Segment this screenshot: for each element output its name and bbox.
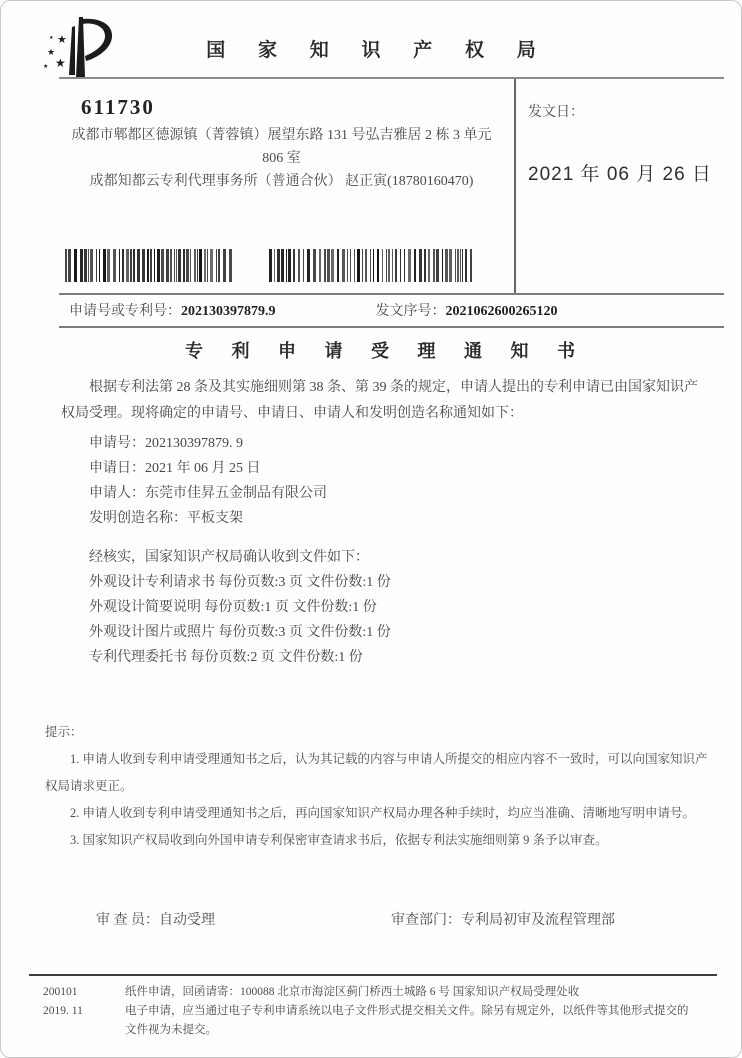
examiner: [96, 909, 215, 929]
document-item: 专利代理委托书 每份页数:2 页 文件份数:1 份: [89, 650, 363, 665]
address-line-1: 成都市郫都区德源镇（菁蓉镇）展望东路 131 号弘吉雅居 2 栋 3 单元: [71, 128, 492, 143]
examiner-label: 审 查 员：: [96, 913, 159, 928]
footer-form-code: 200101: [43, 986, 78, 998]
footer-electronic-instructions: 电子申请，应当通过电子专利申请系统以电子文件形式提交相关文件。除另有规定外，以纸件等其他形式提交的文件视为未提交。: [125, 1005, 689, 1036]
reference-number-row: [59, 293, 724, 328]
postal-code: 611730: [81, 95, 155, 119]
svg-text:★: ★: [57, 33, 67, 46]
barcode-right: [269, 249, 477, 282]
tip-item-3: 3. 国家知识产权局收到向外国申请专利保密审查请求书后，依据专利法实施细则第 9 条予以审查。: [70, 833, 608, 847]
tip-item-1: 1. 申请人收到专利申请受理通知书之后，认为其记载的内容与申请人所提交的相应内容不一致时，可以向国家知识产权局请求更正。: [45, 752, 708, 793]
svg-text:★: ★: [55, 56, 66, 70]
application-number-label: 申请号或专利号：: [69, 303, 181, 319]
serial-number-label: 发文序号：: [375, 303, 446, 319]
received-documents-head: 经核实，国家知识产权局确认收到文件如下：: [89, 550, 369, 565]
application-number-value: 202130397879.9: [181, 303, 276, 319]
department-label: 审查部门：: [391, 913, 461, 928]
dispatch-date-label: 发文日：: [528, 105, 584, 120]
dispatch-date-box: [514, 79, 724, 293]
field-application-no: 申请号：202130397879. 9: [89, 436, 243, 451]
field-invention-title: 发明创造名称：平板支架: [89, 511, 243, 526]
svg-text:★: ★: [49, 35, 54, 41]
notice-body: [61, 333, 699, 670]
serial-number-value: 2021062600265120: [445, 303, 558, 319]
barcode-row: [65, 249, 477, 282]
notice-intro: 根据专利法第 28 条及其实施细则第 38 条、第 39 条的规定，申请人提出的专利申请已由国家知识产权局受理。现将确定的申请号、申请日、申请人和发明创造名称通知如下：: [61, 380, 698, 421]
examiner-value: 自动受理: [159, 913, 215, 928]
recipient-address: [59, 124, 504, 193]
footer-row-electronic: [29, 1002, 717, 1040]
tip-item-2: 2. 申请人收到专利申请受理通知书之后，再向国家知识产权局办理各种手续时，均应当准确、清晰地写明申请号。: [70, 806, 696, 820]
document-item: 外观设计简要说明 每份页数:1 页 文件份数:1 份: [89, 600, 377, 615]
document-item: 外观设计图片或照片 每份页数:3 页 文件份数:1 份: [89, 625, 391, 640]
notice-title: 专 利 申 请 受 理 通 知 书: [185, 341, 587, 361]
document-item: 外观设计专利请求书 每份页数:3 页 文件份数:1 份: [89, 575, 391, 590]
tips-section: [45, 719, 709, 854]
field-application-date: 申请日：2021 年 06 月 25 日: [89, 461, 261, 476]
agency-line: 成都知都云专利代理事务所（普通合伙） 赵正寅(18780160470): [89, 174, 474, 189]
recipient-block: [59, 79, 514, 293]
application-number: [69, 300, 276, 320]
office-title: 国 家 知 识 产 权 局: [206, 40, 550, 61]
application-fields: [89, 431, 699, 531]
footer: [29, 974, 717, 1040]
address-line-2: 806 室: [262, 151, 301, 166]
footer-form-date: 2019. 11: [43, 1005, 83, 1017]
dispatch-date-value: 2021 年 06 月 26 日: [528, 164, 712, 185]
svg-text:★: ★: [43, 63, 49, 70]
barcode-left: [65, 249, 237, 282]
head-table: [59, 77, 724, 295]
footer-row-paper: [29, 983, 717, 1002]
received-documents: [89, 545, 699, 670]
svg-text:★: ★: [47, 48, 56, 58]
serial-number: [376, 300, 558, 320]
footer-paper-instructions: 纸件申请，回函请寄：100088 北京市海淀区蓟门桥西土城路 6 号 国家知识产权局受理处收: [125, 986, 580, 998]
department-value: 专利局初审及流程管理部: [461, 913, 615, 928]
department: [391, 909, 615, 929]
field-applicant: 申请人：东莞市佳昇五金制品有限公司: [89, 486, 327, 501]
tips-label: 提示：: [45, 725, 83, 739]
